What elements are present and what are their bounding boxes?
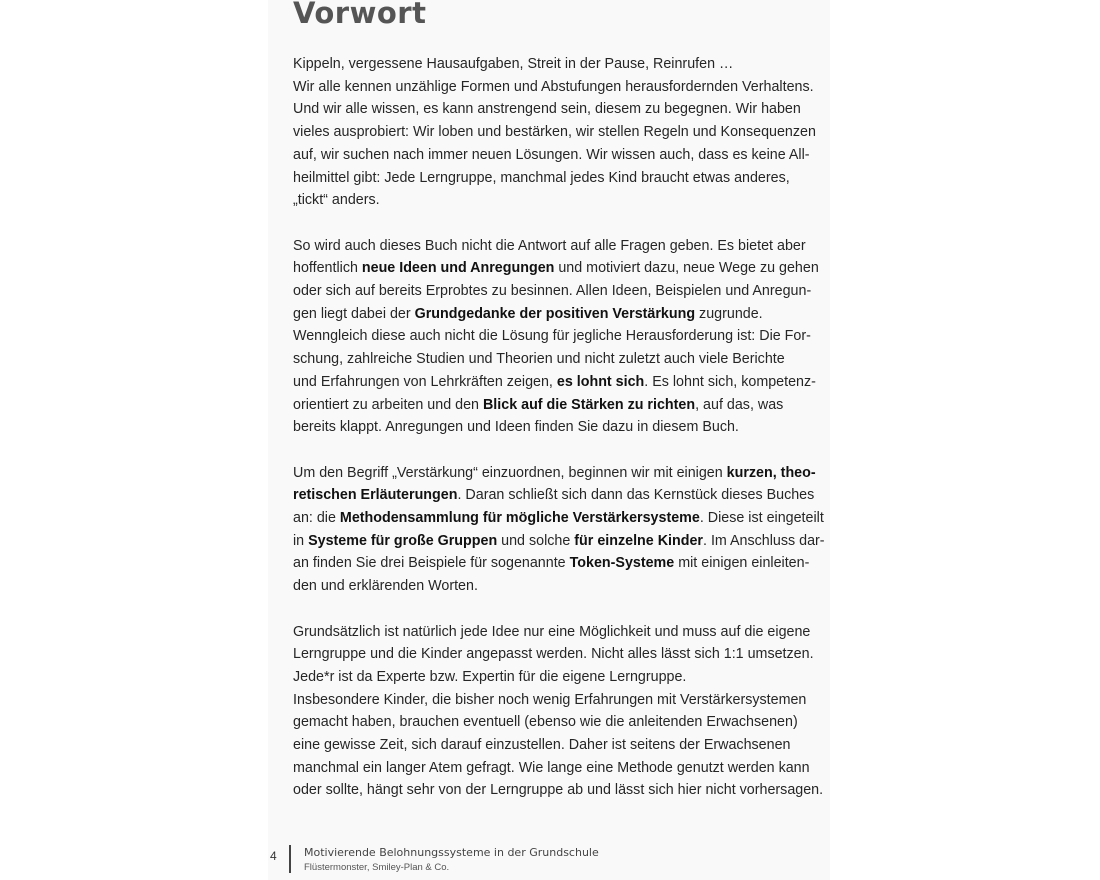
page-title: Vorwort: [293, 0, 427, 30]
text-line: [293, 257, 843, 280]
text-segment: an: die: [293, 510, 340, 527]
text-segment: und solche: [497, 532, 575, 549]
text-line: [293, 484, 843, 507]
text-line: [293, 53, 843, 76]
text-line: [293, 348, 843, 371]
text-segment: hoffentlich: [293, 260, 362, 277]
text-line: [293, 757, 843, 780]
bold-text: Methodensammlung für mögliche Verstärkersysteme: [339, 510, 700, 527]
text-segment: Um den Begriff „Verstärkung“ einzuordnen, beginnen wir mit einigen: [293, 464, 727, 481]
bold-text: kurzen, theo-: [726, 464, 816, 481]
text-segment: manchmal ein langer Atem gefragt. Wie lange eine Methode genutzt werden kann: [293, 759, 810, 776]
text-line: [293, 552, 843, 575]
text-line: [293, 621, 843, 644]
text-line: [293, 144, 843, 167]
text-segment: in: [293, 532, 309, 549]
text-segment: gemacht haben, brauchen eventuell (ebenso wie die anleitenden Erwachsenen): [293, 714, 798, 731]
book-title: Motivierende Belohnungssysteme in der Grundschule: [304, 846, 599, 859]
bold-text: es lohnt sich: [556, 373, 645, 390]
text-segment: vieles ausprobiert: Wir loben und bestärken, wir stellen Regeln und Konsequenzen: [293, 124, 816, 141]
text-line: [293, 325, 843, 348]
paragraph: [293, 462, 843, 598]
text-segment: „tickt“ anders.: [293, 192, 380, 209]
text-line: [293, 371, 843, 394]
text-segment: Kippeln, vergessene Hausaufgaben, Streit in der Pause, Reinrufen …: [293, 56, 734, 72]
paragraph: [293, 53, 843, 212]
text-segment: heilmittel gibt: Jede Lerngruppe, manchmal jedes Kind braucht etwas anderes,: [293, 169, 790, 186]
text-segment: mit einigen einleiten-: [674, 555, 810, 572]
text-line: [293, 734, 843, 757]
text-line: [293, 98, 843, 121]
text-line: [293, 280, 843, 303]
text-line: [293, 689, 843, 712]
text-line: [293, 121, 843, 144]
text-line: [293, 666, 843, 689]
text-segment: Insbesondere Kinder, die bisher noch wenig Erfahrungen mit Verstärkersystemen: [293, 691, 807, 708]
text-line: [293, 507, 843, 530]
text-segment: auf, wir suchen nach immer neuen Lösungen. Wir wissen auch, dass es keine All-: [293, 146, 810, 163]
text-segment: . Es lohnt sich, kompetenz-: [644, 373, 816, 390]
text-segment: Wenngleich diese auch nicht die Lösung für jegliche Herausforderung ist: Die For-: [293, 328, 811, 345]
paragraph: [293, 621, 843, 803]
text-line: [293, 575, 843, 598]
bold-text: Token-Systeme: [569, 555, 675, 572]
text-line: [293, 394, 843, 417]
text-line: [293, 416, 843, 439]
bold-text: für einzelne Kinder: [574, 532, 703, 549]
text-segment: Und wir alle wissen, es kann anstrengend sein, diesem zu begegnen. Wir haben: [293, 101, 801, 118]
text-line: [293, 76, 843, 99]
text-segment: . Daran schließt sich dann das Kernstück dieses Buches: [457, 487, 815, 504]
text-segment: an finden Sie drei Beispiele für sogenannte: [293, 555, 570, 572]
bold-text: neue Ideen und Anregungen: [361, 260, 555, 277]
text-segment: . Diese ist eingeteilt: [699, 510, 824, 527]
body-text: [293, 53, 843, 825]
text-line: [293, 530, 843, 553]
text-line: [293, 643, 843, 666]
text-segment: . Im Anschluss dar-: [703, 532, 825, 549]
page-number: 4: [270, 849, 277, 863]
bold-text: Blick auf die Stärken zu richten: [482, 396, 696, 413]
text-segment: und motiviert dazu, neue Wege zu gehen: [554, 260, 819, 277]
text-segment: eine gewisse Zeit, sich darauf einzustellen. Daher ist seitens der Erwachsenen: [293, 737, 791, 754]
book-subtitle: Flüstermonster, Smiley-Plan & Co.: [304, 862, 450, 873]
text-segment: oder sollte, hängt sehr von der Lerngruppe ab und lässt sich hier nicht vorhersagen.: [293, 782, 824, 799]
text-segment: Wir alle kennen unzählige Formen und Abstufungen herausfordernden Verhaltens.: [293, 78, 814, 95]
paragraph: [293, 235, 843, 439]
footer-divider: [289, 845, 291, 873]
text-segment: und Erfahrungen von Lehrkräften zeigen,: [293, 373, 557, 390]
text-segment: Lerngruppe und die Kinder angepasst werden. Nicht alles lässt sich 1:1 umsetzen.: [293, 646, 814, 663]
text-segment: bereits klappt. Anregungen und Ideen finden Sie dazu in diesem Buch.: [293, 419, 739, 436]
text-line: [293, 462, 843, 485]
bold-text: retischen Erläuterungen: [293, 487, 458, 504]
text-line: [293, 779, 843, 802]
text-segment: orientiert zu arbeiten und den: [293, 396, 483, 413]
bold-text: Grundgedanke der positiven Verstärkung: [414, 305, 696, 322]
text-segment: den und erklärenden Worten.: [293, 578, 478, 595]
text-segment: So wird auch dieses Buch nicht die Antwort auf alle Fragen geben. Es bietet aber: [293, 237, 806, 254]
text-segment: zugrunde.: [695, 305, 763, 322]
text-segment: gen liegt dabei der: [293, 305, 415, 322]
text-line: [293, 711, 843, 734]
text-line: [293, 303, 843, 326]
text-segment: schung, zahlreiche Studien und Theorien und nicht zuletzt auch viele Berichte: [293, 351, 785, 368]
text-line: [293, 189, 843, 212]
text-segment: oder sich auf bereits Erprobtes zu besinnen. Allen Ideen, Beispielen und Anregun-: [293, 283, 812, 300]
text-line: [293, 167, 843, 190]
bold-text: Systeme für große Gruppen: [308, 532, 498, 549]
text-segment: Grundsätzlich ist natürlich jede Idee nur eine Möglichkeit und muss auf die eigene: [293, 623, 811, 640]
text-segment: Jede*r ist da Experte bzw. Expertin für die eigene Lerngruppe.: [293, 668, 687, 685]
text-line: [293, 235, 843, 258]
text-segment: , auf das, was: [695, 396, 784, 413]
